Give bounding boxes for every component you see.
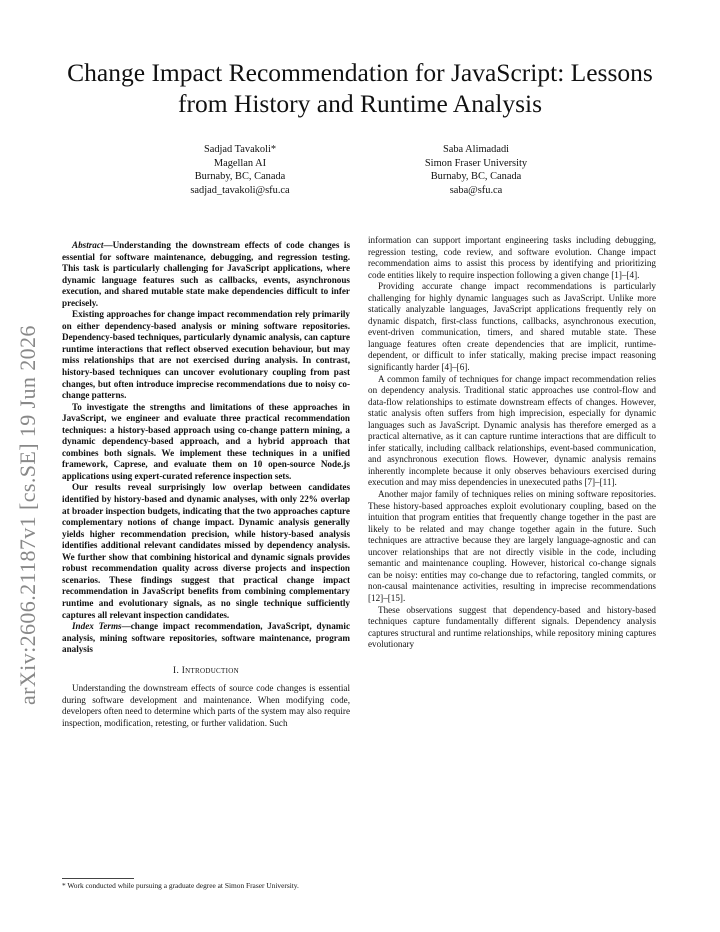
- section-heading-introduction: I. Introduction: [173, 665, 239, 676]
- body-paragraph: Another major family of techniques relies on mining software repositories. These history-based approaches exploit evolutionary coupling, based on the intuition that program entities that frequently change together in the past are likely to be related and may change together again in the future. Such techniques are attractive because they are largely language-agnostic and can uncover relationships that are not directly visible in the code, including semantic and maintenance coupling. However, historical co-change signals can be noisy: entities may co-change due to refactoring, tangled commits, or non-causal maintenance activities, resulting in imprecise recommendations [12]–[15].: [368, 489, 656, 603]
- author-location: Burnaby, BC, Canada: [194, 171, 286, 183]
- abstract-paragraph: Abstract—Understanding the downstream effects of code changes is essential for software maintenance, debugging, and regression testing. This task is particularly challenging for JavaScript applications, where dynamic language features such as callbacks, events, asynchronous execution, and shared mutable state make dependencies difficult to infer precisely.: [62, 240, 350, 308]
- body-paragraph: Understanding the downstream effects of source code changes is essential during software development and maintenance. When modifying code, developers often need to determine which parts of the system may also require inspection, modification, retesting, or further validation. Such: [62, 683, 350, 728]
- body-paragraph: These observations suggest that dependency-based and history-based techniques capture fundamentally different signals. Dependency analysis captures structural and runtime relationships, while repository mining captures evolutionary: [368, 604, 656, 650]
- footnote: * Work conducted while pursuing a graduate degree at Simon Fraser University.: [62, 881, 299, 890]
- index-terms-label: Index Terms: [72, 621, 122, 632]
- left-column: [62, 240, 350, 729]
- author-name: Saba Alimadadi: [442, 144, 510, 155]
- abstract-paragraph: Our results reveal surprisingly low overlap between candidates identified by history-based and dynamic analyses, with only 22% overlap at broader inspection budgets, indicating that the two approaches capture complementary notions of change impact. Dynamic analysis generally yields higher recommendation precision, while history-based analysis identifies additional relevant candidates missed by dependency analysis. We further show that combining historical and dynamic signals provides robust recommendation quality across diverse projects and inspection scenarios. These findings suggest that practical change impact recommendation in JavaScript benefits from combining complementary runtime and evolutionary signals, as no single technique sufficiently captures all relevant inspection candidates.: [62, 482, 350, 620]
- body-paragraph: A common family of techniques for change impact recommendation relies on dependency analysis. Traditional static approaches use control-flow and data-flow relationships to estimate downstream effects of changes. However, static analysis often suffers from high imprecision, especially for dynamic languages such as JavaScript. Dynamic analysis has therefore emerged as a practical alternative, as it can capture runtime interactions that are difficult to infer statically, including callback relationships, event-based communication, and asynchronous execution flows. However, dynamic analysis remains inherently incomplete because it only observes behaviours exercised during execution and may miss dependencies in unexecuted paths [7]–[11].: [368, 373, 656, 488]
- author-block-1: [130, 143, 350, 197]
- author-name: Sadjad Tavakoli*: [203, 144, 277, 155]
- author-affiliation: Simon Fraser University: [424, 157, 528, 169]
- author-affiliation: Magellan AI: [213, 157, 267, 169]
- body-paragraph: Providing accurate change impact recommendations is particularly challenging for highly dynamic languages such as JavaScript. Unlike more statically analyzable languages, JavaScript applications frequently rely on dynamic dispatch, first-class functions, callbacks, asynchronous execution, event-driven communication, timers, and shared mutable state. These language features often create dependencies that are implicit, runtime-dependent, or difficult to infer statically, making precise impact reasoning significantly harder [4]–[6].: [368, 281, 656, 373]
- abstract-paragraph: Existing approaches for change impact recommendation rely primarily on either dependency-based analysis or mining software repositories. Dependency-based techniques, particularly dynamic analysis, can capture runtime interactions that reflect observed execution behaviour, but may miss relationships that are not exercised during analysis. In contrast, history-based techniques can uncover evolutionary coupling from past changes, but often introduce imprecise recommendations due to noisy co-change patterns.: [62, 309, 350, 401]
- index-terms: Index Terms—change impact recommendation, JavaScript, dynamic analysis, mining software repositories, software maintenance, program analysis: [62, 621, 350, 655]
- author-block-2: [366, 143, 586, 197]
- abstract-label: Abstract: [72, 240, 104, 250]
- author-email: sadjad_tavakoli@sfu.ca: [190, 184, 290, 196]
- paper-title: Change Impact Recommendation for JavaScript: Lessons from History and Runtime Analysis: [67, 58, 653, 118]
- body-paragraph: information can support important engineering tasks including debugging, regression testing, code review, and software evolution. Change impact recommendation aims to assist this process by identifying and prioritizing code entities likely to require inspection following a given change [1]–[4].: [368, 235, 656, 280]
- abstract-paragraph: To investigate the strengths and limitations of these approaches in JavaScript, we engineer and evaluate three practical recommendation techniques: a history-based approach using co-change pattern mining, a dynamic dependency-based approach, and a hybrid approach that combines both signals. We implement these techniques in a unified framework, Caprese, and evaluate them on 10 open-source Node.js applications using expert-curated reference inspection sets.: [62, 401, 350, 481]
- arxiv-identifier: arXiv:2606.21187v1 [cs.SE] 19 Jun 2026: [15, 325, 40, 705]
- footnote-divider: [62, 878, 134, 879]
- right-column: [368, 235, 656, 651]
- author-location: Burnaby, BC, Canada: [430, 171, 522, 183]
- author-email: saba@sfu.ca: [449, 184, 503, 196]
